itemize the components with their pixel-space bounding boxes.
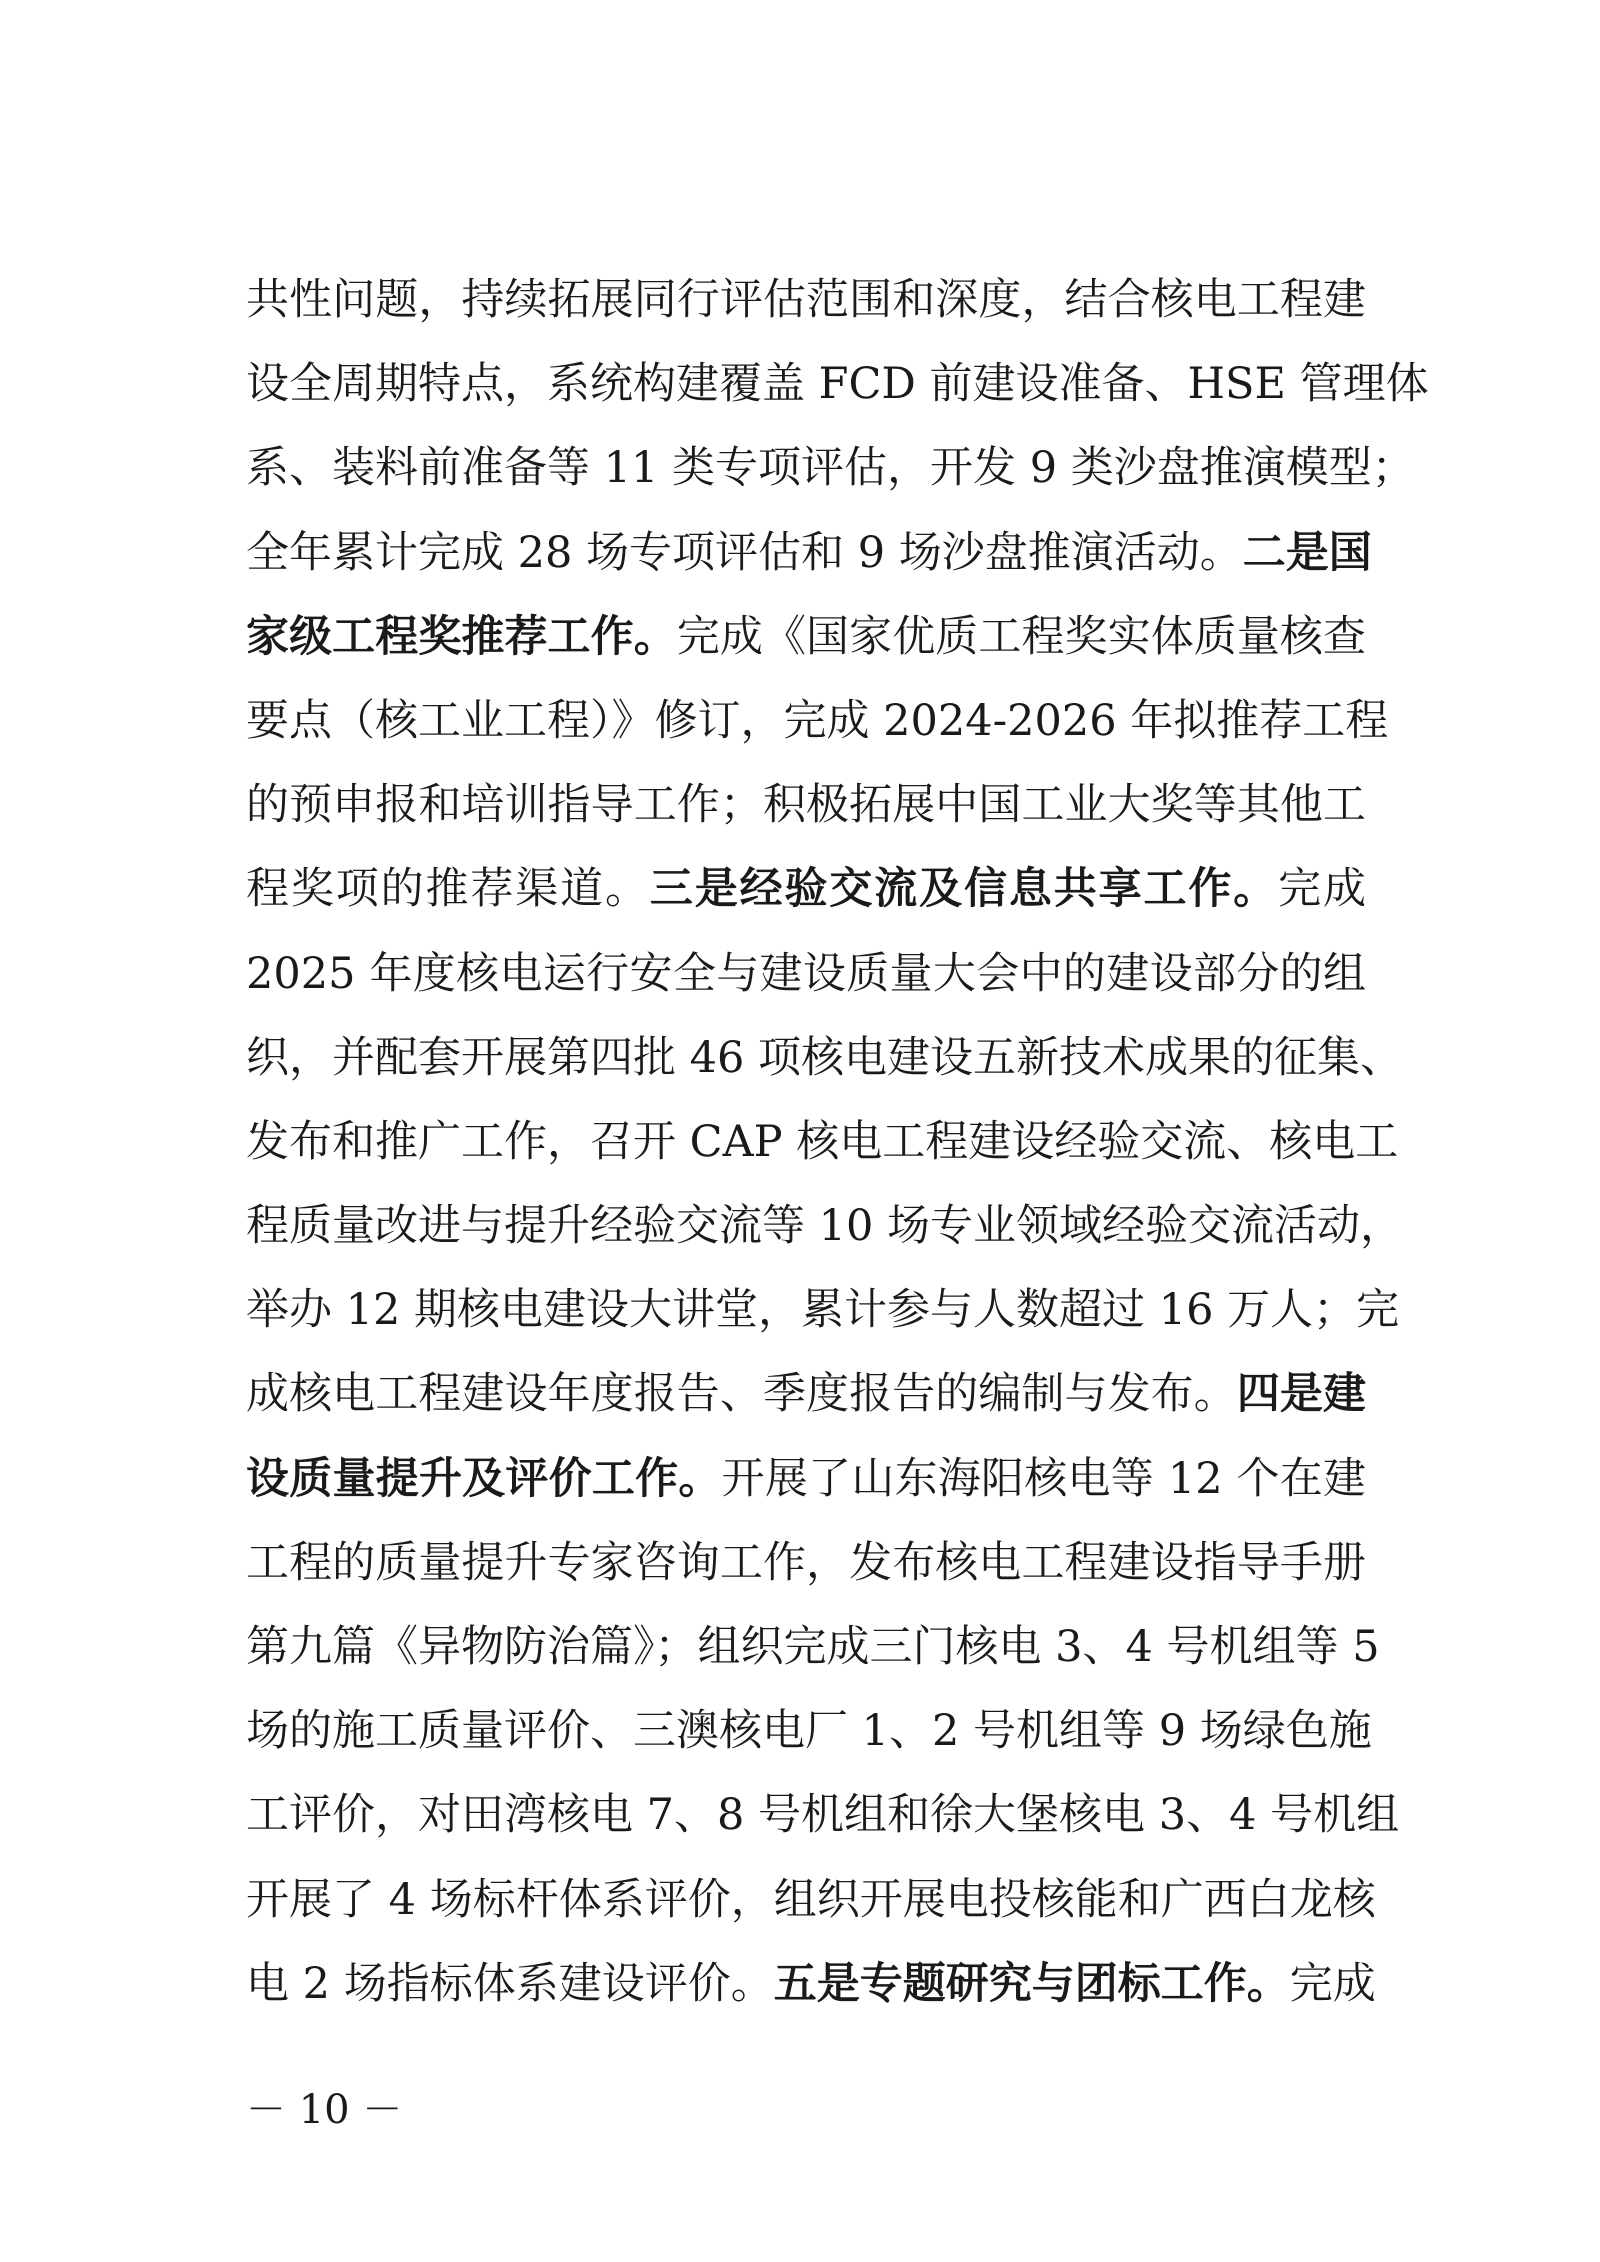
text-line xyxy=(246,1942,1376,2026)
text-segment: 开展了 4 场标杆体系评价，组织开展电投核能和广西白龙核 xyxy=(246,1874,1376,1925)
bold-heading-segment: 三是经验交流及信息共享工作。 xyxy=(649,864,1279,915)
text-segment: 成核电工程建设年度报告、季度报告的编制与发布。 xyxy=(246,1369,1237,1420)
text-segment: 电 2 场指标体系建设评价。 xyxy=(246,1958,774,2009)
text-segment: 完成 xyxy=(1278,864,1366,915)
bold-heading-segment: 五是专题研究与团标工作。 xyxy=(773,1958,1290,2009)
text-segment: 发布和推广工作，召开 CAP 核电工程建设经验交流、核电工 xyxy=(246,1116,1399,1167)
text-line xyxy=(246,595,1366,679)
text-line xyxy=(246,1016,1404,1100)
text-line xyxy=(246,1858,1376,1942)
text-line xyxy=(246,1352,1366,1436)
text-line xyxy=(246,1773,1400,1857)
text-line xyxy=(246,511,1372,595)
text-line xyxy=(246,847,1366,931)
text-segment: 完成 xyxy=(1289,1958,1376,2009)
text-line xyxy=(246,426,1415,510)
page-number: － 10 － xyxy=(246,2087,403,2133)
text-segment: 程质量改进与提升经验交流等 10 场专业领域经验交流活动， xyxy=(246,1201,1404,1252)
text-segment: 工评价，对田湾核电 7、8 号机组和徐大堡核电 3、4 号机组 xyxy=(246,1790,1400,1841)
text-line xyxy=(246,763,1366,847)
text-line xyxy=(246,258,1366,342)
text-segment: 织，并配套开展第四批 46 项核电建设五新技术成果的征集、 xyxy=(246,1032,1404,1083)
text-segment: 工程的质量提升专家咨询工作，发布核电工程建设指导手册 xyxy=(246,1537,1366,1588)
text-segment: 完成《国家优质工程奖实体质量核查 xyxy=(676,611,1367,662)
text-segment: 的预申报和培训指导工作；积极拓展中国工业大奖等其他工 xyxy=(246,780,1366,831)
text-segment: 要点（核工业工程）》修订，完成 2024-2026 年拟推荐工程 xyxy=(246,695,1389,746)
text-segment: 系、装料前准备等 11 类专项评估，开发 9 类沙盘推演模型； xyxy=(246,443,1415,494)
bold-heading-segment: 家级工程奖推荐工作。 xyxy=(246,611,677,662)
text-line xyxy=(246,1605,1380,1689)
text-line xyxy=(246,679,1389,763)
text-segment: 第九篇《异物防治篇》；组织完成三门核电 3、4 号机组等 5 xyxy=(246,1622,1380,1672)
text-line xyxy=(246,1100,1399,1184)
bold-heading-segment: 二是国 xyxy=(1242,527,1372,578)
text-line xyxy=(246,342,1429,426)
text-segment: 场的施工质量评价、三澳核电厂 1、2 号机组等 9 场绿色施 xyxy=(246,1706,1372,1757)
text-segment: 举办 12 期核电建设大讲堂，累计参与人数超过 16 万人；完 xyxy=(246,1285,1400,1336)
text-line xyxy=(246,1184,1404,1268)
text-line xyxy=(246,932,1366,1016)
text-line xyxy=(246,1268,1400,1352)
text-segment: 2025 年度核电运行安全与建设质量大会中的建设部分的组 xyxy=(246,948,1366,999)
text-segment: 全年累计完成 28 场专项评估和 9 场沙盘推演活动。 xyxy=(246,527,1243,578)
text-segment: 开展了山东海阳核电等 12 个在建 xyxy=(721,1453,1367,1504)
text-segment: 共性问题，持续拓展同行评估范围和深度，结合核电工程建 xyxy=(246,275,1366,325)
text-segment: 程奖项的推荐渠道。 xyxy=(246,864,650,915)
text-line xyxy=(246,1437,1366,1521)
text-segment: 设全周期特点，系统构建覆盖 FCD 前建设准备、HSE 管理体 xyxy=(246,359,1429,410)
bold-heading-segment: 四是建 xyxy=(1236,1369,1367,1420)
bold-heading-segment: 设质量提升及评价工作。 xyxy=(246,1453,722,1504)
body-paragraph xyxy=(246,258,1429,2026)
text-line xyxy=(246,1689,1372,1773)
text-line xyxy=(246,1521,1366,1605)
